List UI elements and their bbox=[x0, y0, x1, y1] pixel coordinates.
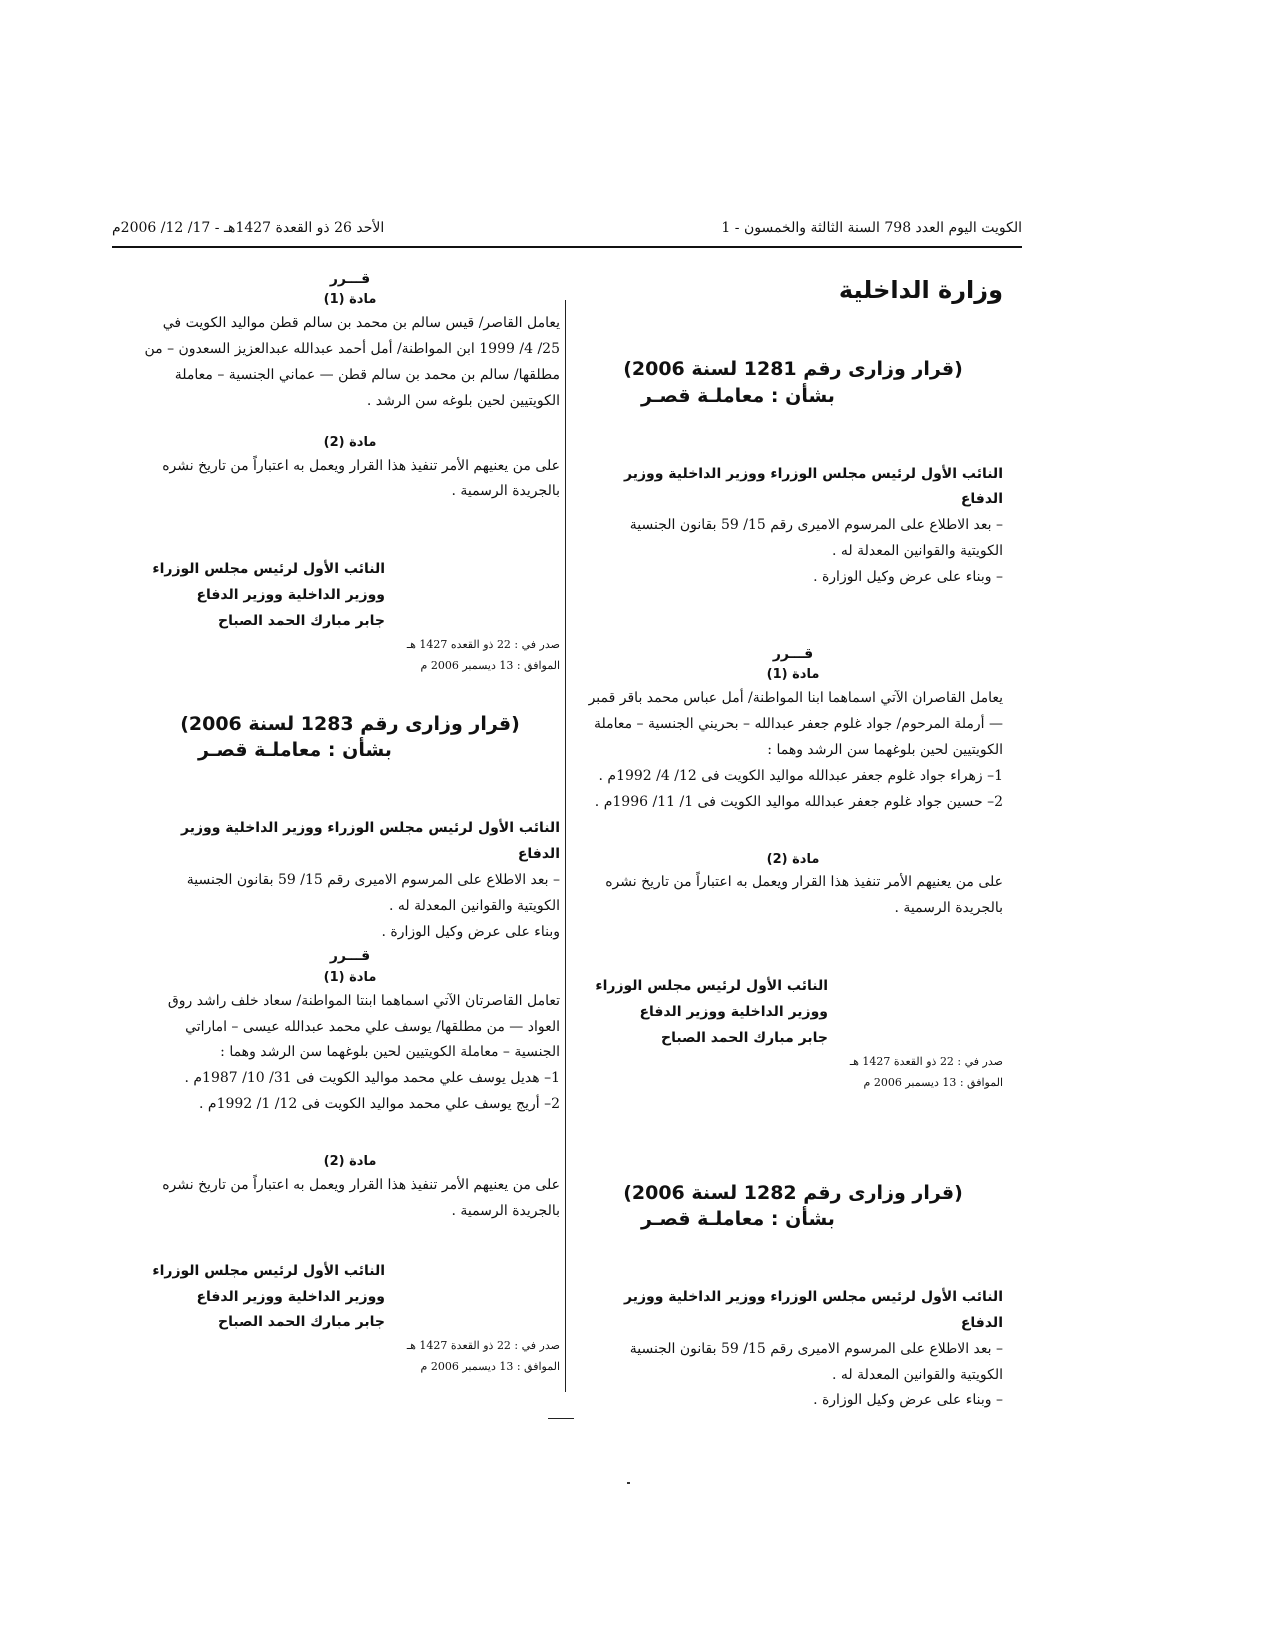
signature-name: جابر مبارك الحمد الصباح bbox=[218, 1314, 385, 1331]
decree-authority: النائب الأول لرئيس مجلس الوزراء ووزير الداخلية ووزير الدفاع bbox=[623, 1288, 1003, 1331]
decree-subject: بشأن : معاملـة قصـر bbox=[641, 384, 835, 407]
decree-authority: النائب الأول لرئيس مجلس الوزراء ووزير الداخلية ووزير الدفاع bbox=[623, 465, 1003, 508]
decree-1282-head bbox=[583, 1180, 1003, 1415]
header-rule bbox=[112, 246, 1022, 248]
right-column bbox=[583, 268, 1003, 1414]
ministry-heading: وزارة الداخلية bbox=[838, 276, 1003, 304]
decree-1283 bbox=[140, 711, 560, 1378]
issued-date: صدر في : 22 ذو القعدة 1427 هـ bbox=[849, 1054, 1003, 1068]
signature-line: النائب الأول لرئيس مجلس الوزراء bbox=[152, 1262, 385, 1279]
corresponding-date: الموافق : 13 ديسمبر 2006 م bbox=[863, 1075, 1003, 1089]
article-label: مادة (1) bbox=[766, 667, 820, 683]
signature-line: النائب الأول لرئيس مجلس الوزراء bbox=[595, 978, 828, 995]
left-column bbox=[140, 268, 560, 1378]
decree-1282-body bbox=[140, 268, 560, 677]
decides-heading: قـــرر bbox=[772, 646, 814, 663]
person-item: 1– هديل يوسف علي محمد مواليد الكويت فى 31/ 10/ 1987م . bbox=[184, 1070, 560, 1087]
article-text: تعامل القاصرتان الآتي اسماهما ابنتا المواطنة/ سعاد خلف راشد روق العواد — من مطلقها/ يوسف علي محمد عبدالله عيسى – اماراتي الجنسية – معاملة الكويتيين لحين بلوغهما سن الرشد وهما : bbox=[167, 992, 560, 1061]
decree-title: (قرار وزارى رقم 1283 لسنة 2006) bbox=[180, 712, 520, 735]
signature-line: ووزير الداخلية ووزير الدفاع bbox=[639, 1004, 828, 1021]
signature-block bbox=[140, 1259, 560, 1337]
decree-title: (قرار وزارى رقم 1281 لسنة 2006) bbox=[623, 358, 963, 381]
decree-subject: بشأن : معاملـة قصـر bbox=[641, 1208, 835, 1231]
preamble-item: – وبناء على عرض وكيل الوزارة . bbox=[813, 1392, 1003, 1409]
article-text: يعامل القاصر/ قيس سالم بن محمد بن سالم قطن مواليد الكويت في 25/ 4/ 1999 ابن المواطنة/ أمل أحمد عبدالله عبدالعزيز السعدون – من مطلقها/ سالم بن محمد بن سالم قطن — عماني الجنسية – معاملة الكويتيين لحين بلوغه سن الرشد . bbox=[144, 315, 560, 409]
article-label: مادة (2) bbox=[323, 1154, 377, 1170]
signature-block bbox=[140, 557, 560, 635]
article-text: على من يعنيهم الأمر تنفيذ هذا القرار ويعمل به اعتباراً من تاريخ نشره بالجريدة الرسمية . bbox=[162, 1176, 560, 1219]
decides-heading: قـــرر bbox=[329, 271, 371, 287]
preamble-item: وبناء على عرض وكيل الوزارة . bbox=[381, 923, 560, 940]
article-label: مادة (2) bbox=[766, 851, 820, 867]
preamble-item: – بعد الاطلاع على المرسوم الاميرى رقم 15/ 59 بقانون الجنسية الكويتية والقوانين المعدلة له . bbox=[629, 517, 1003, 560]
corresponding-date: الموافق : 13 ديسمبر 2006 م bbox=[420, 1360, 560, 1374]
signature-line: النائب الأول لرئيس مجلس الوزراء bbox=[152, 561, 385, 578]
bottom-rule bbox=[548, 1418, 574, 1419]
issued-date: صدر في : 22 ذو القعده 1427 هـ bbox=[406, 638, 560, 651]
signature-block bbox=[583, 974, 1003, 1052]
decides-heading: قـــرر bbox=[329, 948, 371, 965]
decree-subject: بشأن : معاملـة قصـر bbox=[198, 739, 392, 762]
preamble-item: – وبناء على عرض وكيل الوزارة . bbox=[813, 569, 1003, 586]
article-label: مادة (2) bbox=[323, 434, 377, 450]
decree-1281 bbox=[583, 356, 1003, 1093]
corresponding-date: الموافق : 13 ديسمبر 2006 م bbox=[420, 658, 560, 672]
article-text: على من يعنيهم الأمر تنفيذ هذا القرار ويعمل به اعتباراً من تاريخ نشره بالجريدة الرسمية . bbox=[605, 874, 1003, 917]
header-date: الأحد 26 ذو القعدة 1427هـ - 17/ 12/ 2006م bbox=[112, 220, 385, 236]
person-item: 2– حسين جواد غلوم جعفر عبدالله مواليد الكويت فى 1/ 11/ 1996م . bbox=[594, 793, 1003, 810]
signature-name: جابر مبارك الحمد الصباح bbox=[218, 613, 385, 630]
decree-title: (قرار وزارى رقم 1282 لسنة 2006) bbox=[623, 1181, 963, 1204]
stray-mark bbox=[627, 1482, 630, 1484]
decree-authority: النائب الأول لرئيس مجلس الوزراء ووزير الداخلية ووزير الدفاع bbox=[180, 819, 560, 862]
preamble-item: – بعد الاطلاع على المرسوم الاميرى رقم 15/ 59 بقانون الجنسية الكويتية والقوانين المعدلة له . bbox=[629, 1340, 1003, 1383]
column-divider bbox=[565, 300, 566, 1392]
signature-name: جابر مبارك الحمد الصباح bbox=[661, 1030, 828, 1047]
header-issue-info: الكويت اليوم العدد 798 السنة الثالثة والخمسون - 1 bbox=[721, 220, 1022, 236]
person-item: 2– أريج يوسف علي محمد مواليد الكويت فى 12/ 1/ 1992م . bbox=[199, 1096, 560, 1113]
article-label: مادة (1) bbox=[323, 292, 377, 308]
person-item: 1– زهراء جواد غلوم جعفر عبدالله مواليد الكويت فى 12/ 4/ 1992م . bbox=[598, 767, 1003, 784]
preamble-item: – بعد الاطلاع على المرسوم الاميرى رقم 15/ 59 بقانون الجنسية الكويتية والقوانين المعدلة له . bbox=[186, 871, 560, 914]
article-text: يعامل القاصران الآتي اسماهما ابنا المواطنة/ أمل عباس محمد باقر قمبر — أرملة المرحوم/ جواد غلوم جعفر عبدالله – بحريني الجنسية – معاملة الكويتيين لحين بلوغهما سن الرشد وهما : bbox=[588, 690, 1003, 758]
signature-line: ووزير الداخلية ووزير الدفاع bbox=[196, 587, 385, 604]
article-text: على من يعنيهم الأمر تنفيذ هذا القرار ويعمل به اعتباراً من تاريخ نشره بالجريدة الرسمية . bbox=[162, 457, 560, 500]
signature-line: ووزير الداخلية ووزير الدفاع bbox=[196, 1288, 385, 1305]
article-label: مادة (1) bbox=[323, 969, 377, 985]
page-header bbox=[112, 216, 1022, 246]
issued-date: صدر في : 22 ذو القعدة 1427 هـ bbox=[406, 1339, 560, 1353]
